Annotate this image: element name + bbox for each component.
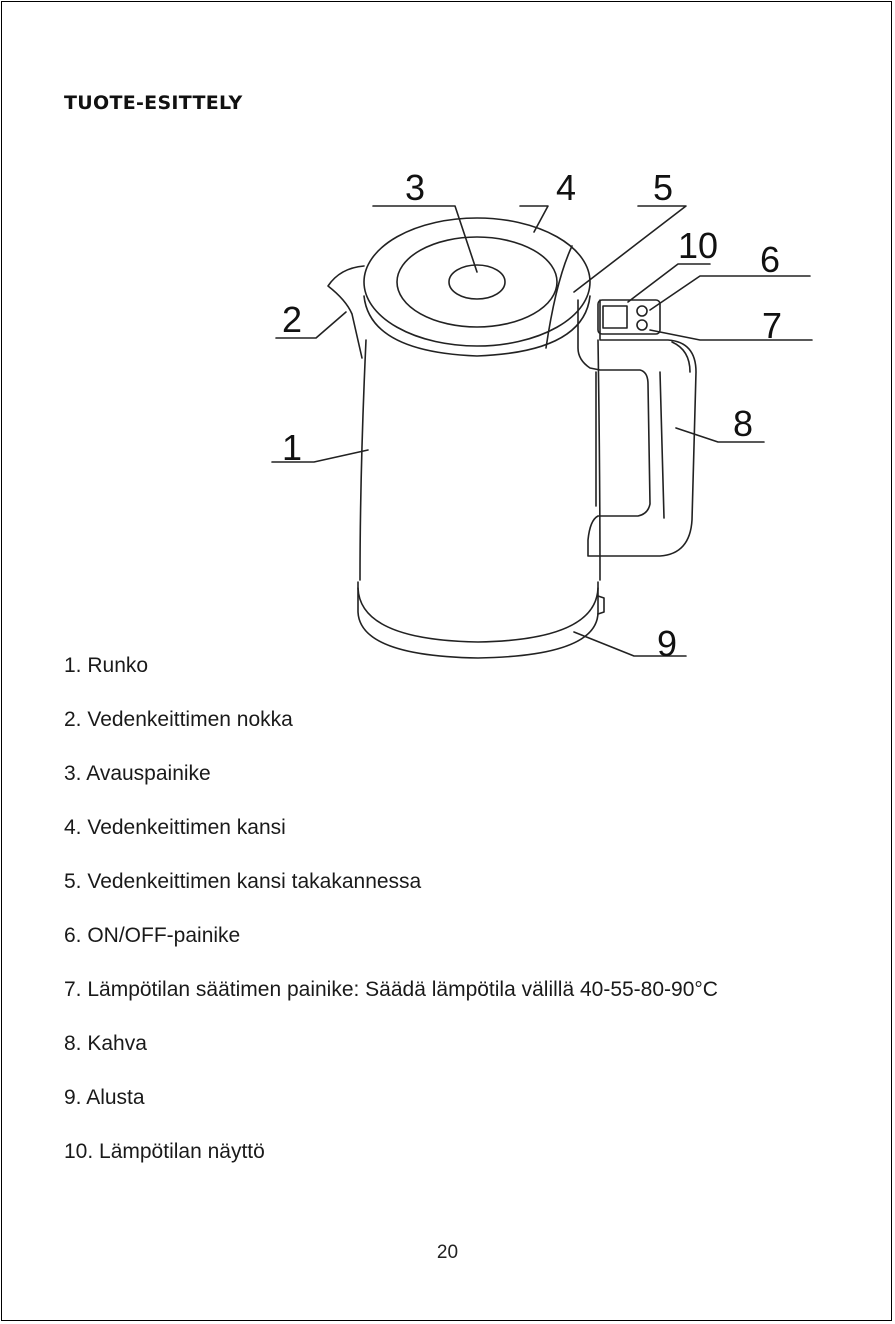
- page-number: 20: [436, 1242, 459, 1263]
- display-shape: [603, 306, 627, 328]
- callout-7: 7: [762, 305, 783, 346]
- list-item: 5. Vedenkeittimen kansi takakannessa: [64, 870, 422, 893]
- list-item: 3. Avauspainike: [64, 762, 211, 785]
- kettle-body: [360, 340, 366, 580]
- callout-2: 2: [282, 299, 303, 340]
- list-item: 9. Alusta: [64, 1086, 145, 1109]
- list-item: 10. Lämpötilan näyttö: [64, 1140, 265, 1163]
- callout-4: 4: [556, 167, 577, 208]
- list-item: 6. ON/OFF-painike: [64, 924, 241, 947]
- kettle-diagram: [260, 165, 820, 675]
- kettle-base: [358, 582, 598, 658]
- list-item: 2. Vedenkeittimen nokka: [64, 708, 293, 731]
- power-button-shape: [637, 306, 647, 316]
- section-heading: TUOTE-ESITTELY: [64, 92, 243, 114]
- callout-10: 10: [678, 225, 719, 266]
- callout-1: 1: [282, 427, 303, 468]
- control-panel-shape: [598, 300, 660, 334]
- callout-5: 5: [653, 167, 674, 208]
- list-item: 1. Runko: [64, 654, 149, 677]
- callout-6: 6: [760, 239, 781, 280]
- list-item: 8. Kahva: [64, 1032, 147, 1055]
- temp-button-shape: [637, 320, 647, 330]
- list-item: 4. Vedenkeittimen kansi: [64, 816, 286, 839]
- list-item: 7. Lämpötilan säätimen painike: Säädä lämpötila välillä 40-55-80-90°C: [64, 978, 718, 1001]
- callout-8: 8: [733, 403, 754, 444]
- callout-9: 9: [657, 623, 678, 664]
- callout-3: 3: [405, 167, 426, 208]
